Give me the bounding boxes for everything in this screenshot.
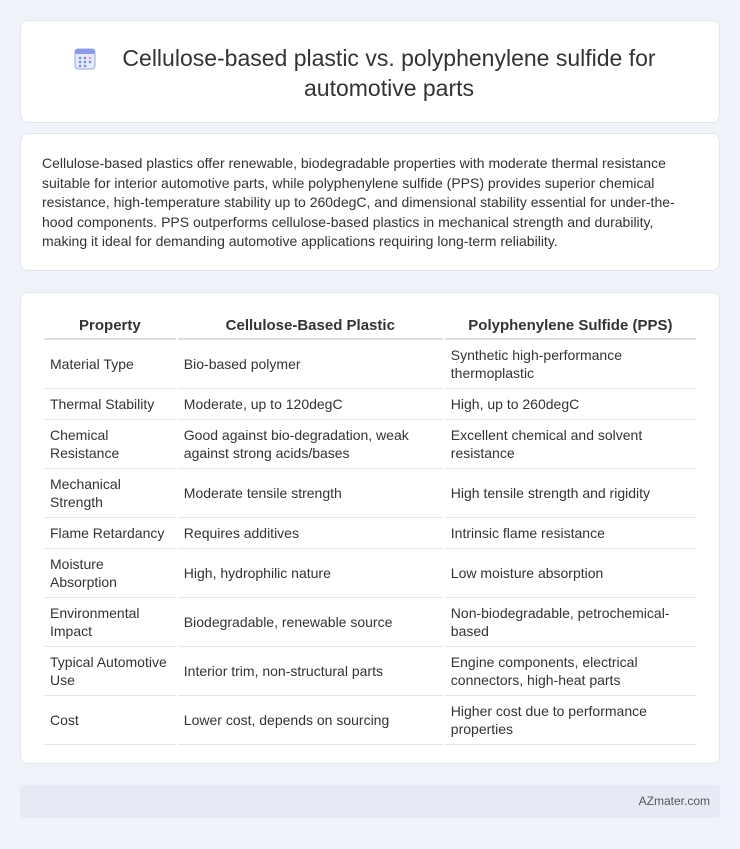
cellulose-cell: Moderate, up to 120degC bbox=[178, 389, 443, 420]
cellulose-cell: Bio-based polymer bbox=[178, 340, 443, 389]
pps-cell: Synthetic high-performance thermoplastic bbox=[445, 340, 696, 389]
comparison-table bbox=[42, 314, 698, 745]
property-cell: Moisture Absorption bbox=[44, 549, 176, 598]
cellulose-cell: High, hydrophilic nature bbox=[178, 549, 443, 598]
pps-cell: Intrinsic flame resistance bbox=[445, 518, 696, 549]
pps-cell: Higher cost due to performance properties bbox=[445, 696, 696, 745]
table-row bbox=[44, 420, 696, 469]
cellulose-cell: Moderate tensile strength bbox=[178, 469, 443, 518]
table-row bbox=[44, 549, 696, 598]
intro-card bbox=[20, 133, 720, 271]
pps-cell: Low moisture absorption bbox=[445, 549, 696, 598]
table-header-row bbox=[44, 314, 696, 340]
header-pps: Polyphenylene Sulfide (PPS) bbox=[445, 314, 696, 340]
property-cell: Environmental Impact bbox=[44, 598, 176, 647]
property-cell: Chemical Resistance bbox=[44, 420, 176, 469]
cellulose-cell: Lower cost, depends on sourcing bbox=[178, 696, 443, 745]
property-cell: Cost bbox=[44, 696, 176, 745]
pps-cell: Non-biodegradable, petrochemical-based bbox=[445, 598, 696, 647]
footer-bar bbox=[20, 785, 720, 818]
pps-cell: Excellent chemical and solvent resistance bbox=[445, 420, 696, 469]
property-cell: Typical Automotive Use bbox=[44, 647, 176, 696]
cellulose-cell: Good against bio-degradation, weak against strong acids/bases bbox=[178, 420, 443, 469]
title-card bbox=[20, 20, 720, 123]
table-row bbox=[44, 518, 696, 549]
cellulose-cell: Requires additives bbox=[178, 518, 443, 549]
header-property: Property bbox=[44, 314, 176, 340]
cellulose-cell: Interior trim, non-structural parts bbox=[178, 647, 443, 696]
pps-cell: High tensile strength and rigidity bbox=[445, 469, 696, 518]
cellulose-cell: Biodegradable, renewable source bbox=[178, 598, 443, 647]
table-row bbox=[44, 469, 696, 518]
table-row bbox=[44, 696, 696, 745]
page-title: Cellulose-based plastic vs. polyphenylene sulfide for automotive parts bbox=[122, 45, 656, 101]
property-cell: Material Type bbox=[44, 340, 176, 389]
table-row bbox=[44, 340, 696, 389]
property-cell: Thermal Stability bbox=[44, 389, 176, 420]
table-row bbox=[44, 389, 696, 420]
footer-site-link[interactable]: AZmater.com bbox=[638, 794, 710, 808]
property-cell: Flame Retardancy bbox=[44, 518, 176, 549]
intro-paragraph: Cellulose-based plastics offer renewable, biodegradable properties with moderate thermal resistance suitable for interior automotive parts, while polyphenylene sulfide (PPS) provides superior chemical resistance, high-temperature stability up to 260degC, and dimensional stability essential for under-the-hood components. PPS outperforms cellulose-based plastics in mechanical strength and durability, making it ideal for demanding automotive applications requiring long-term reliability. bbox=[42, 155, 675, 249]
header-cellulose: Cellulose-Based Plastic bbox=[178, 314, 443, 340]
property-cell: Mechanical Strength bbox=[44, 469, 176, 518]
comparison-card bbox=[20, 292, 720, 764]
table-row bbox=[44, 598, 696, 647]
table-row bbox=[44, 647, 696, 696]
pps-cell: High, up to 260degC bbox=[445, 389, 696, 420]
pps-cell: Engine components, electrical connectors, high-heat parts bbox=[445, 647, 696, 696]
